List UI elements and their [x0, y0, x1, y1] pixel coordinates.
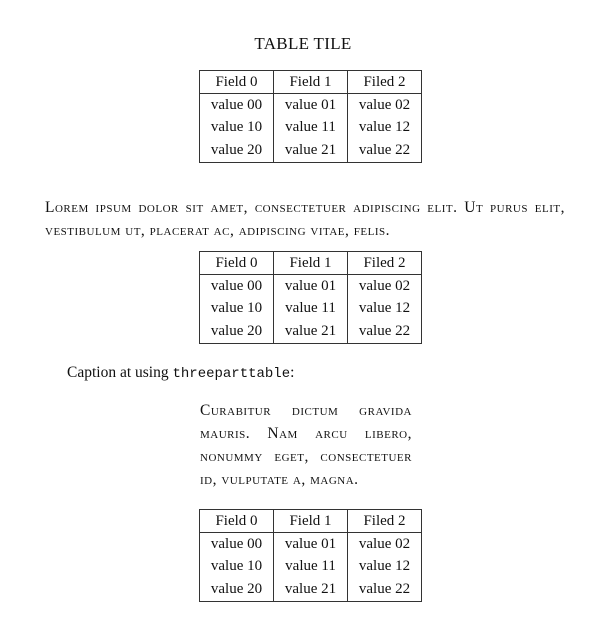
table-cell: value 12 [348, 298, 422, 321]
table-cell: value 11 [274, 556, 348, 579]
table-header-row [200, 252, 422, 275]
table-cell: value 01 [274, 275, 348, 298]
data-table-1 [199, 70, 422, 163]
table-cell: value 21 [274, 320, 348, 343]
table-cell: value 21 [274, 578, 348, 601]
caption-suffix: : [290, 364, 295, 381]
lorem-paragraph: Lorem ipsum dolor sit amet, consectetuer adipiscing elit. Ut purus elit, vestibulum ut, placerat ac, adipiscing vitae, felis. [45, 199, 565, 239]
table-row [200, 533, 422, 556]
header-cell: Field 1 [274, 71, 348, 94]
table-row [200, 117, 422, 140]
table-cell: value 00 [200, 533, 274, 556]
table-row [200, 556, 422, 579]
table-cell: value 10 [200, 298, 274, 321]
table-row [200, 578, 422, 601]
table-row [200, 275, 422, 298]
table-row [200, 94, 422, 117]
table-cell: value 11 [274, 298, 348, 321]
table-cell: value 20 [200, 320, 274, 343]
table-title: TABLE TILE [254, 34, 352, 53]
caption-code: threeparttable [172, 366, 291, 382]
table-cell: value 11 [274, 117, 348, 140]
table-cell: value 20 [200, 139, 274, 162]
table-cell: value 20 [200, 578, 274, 601]
table-cell: value 21 [274, 139, 348, 162]
table-cell: value 02 [348, 275, 422, 298]
table-cell: value 00 [200, 275, 274, 298]
table-row [200, 320, 422, 343]
table-header-row [200, 510, 422, 533]
table-cell: value 22 [348, 578, 422, 601]
header-cell: Field 1 [274, 510, 348, 533]
table-cell: value 01 [274, 533, 348, 556]
caption [67, 364, 294, 382]
table-cell: value 12 [348, 117, 422, 140]
table-cell: value 10 [200, 556, 274, 579]
table-cell: value 00 [200, 94, 274, 117]
data-table-3 [199, 509, 422, 602]
header-cell: Filed 2 [348, 510, 422, 533]
header-cell: Field 0 [200, 252, 274, 275]
curabitur-paragraph: Curabitur dictum gravida mauris. Nam arcu libero, nonummy eget, consectetuer id, vulputate a, magna. [200, 402, 412, 488]
header-cell: Filed 2 [348, 252, 422, 275]
table-header-row [200, 71, 422, 94]
table-cell: value 22 [348, 139, 422, 162]
data-table-2 [199, 251, 422, 344]
table-row [200, 139, 422, 162]
table-cell: value 12 [348, 556, 422, 579]
table-cell: value 10 [200, 117, 274, 140]
header-cell: Field 0 [200, 71, 274, 94]
table-cell: value 01 [274, 94, 348, 117]
table-cell: value 02 [348, 533, 422, 556]
header-cell: Filed 2 [348, 71, 422, 94]
header-cell: Field 1 [274, 252, 348, 275]
table-cell: value 02 [348, 94, 422, 117]
caption-prefix: Caption at using [67, 364, 173, 381]
table-cell: value 22 [348, 320, 422, 343]
table-row [200, 298, 422, 321]
header-cell: Field 0 [200, 510, 274, 533]
